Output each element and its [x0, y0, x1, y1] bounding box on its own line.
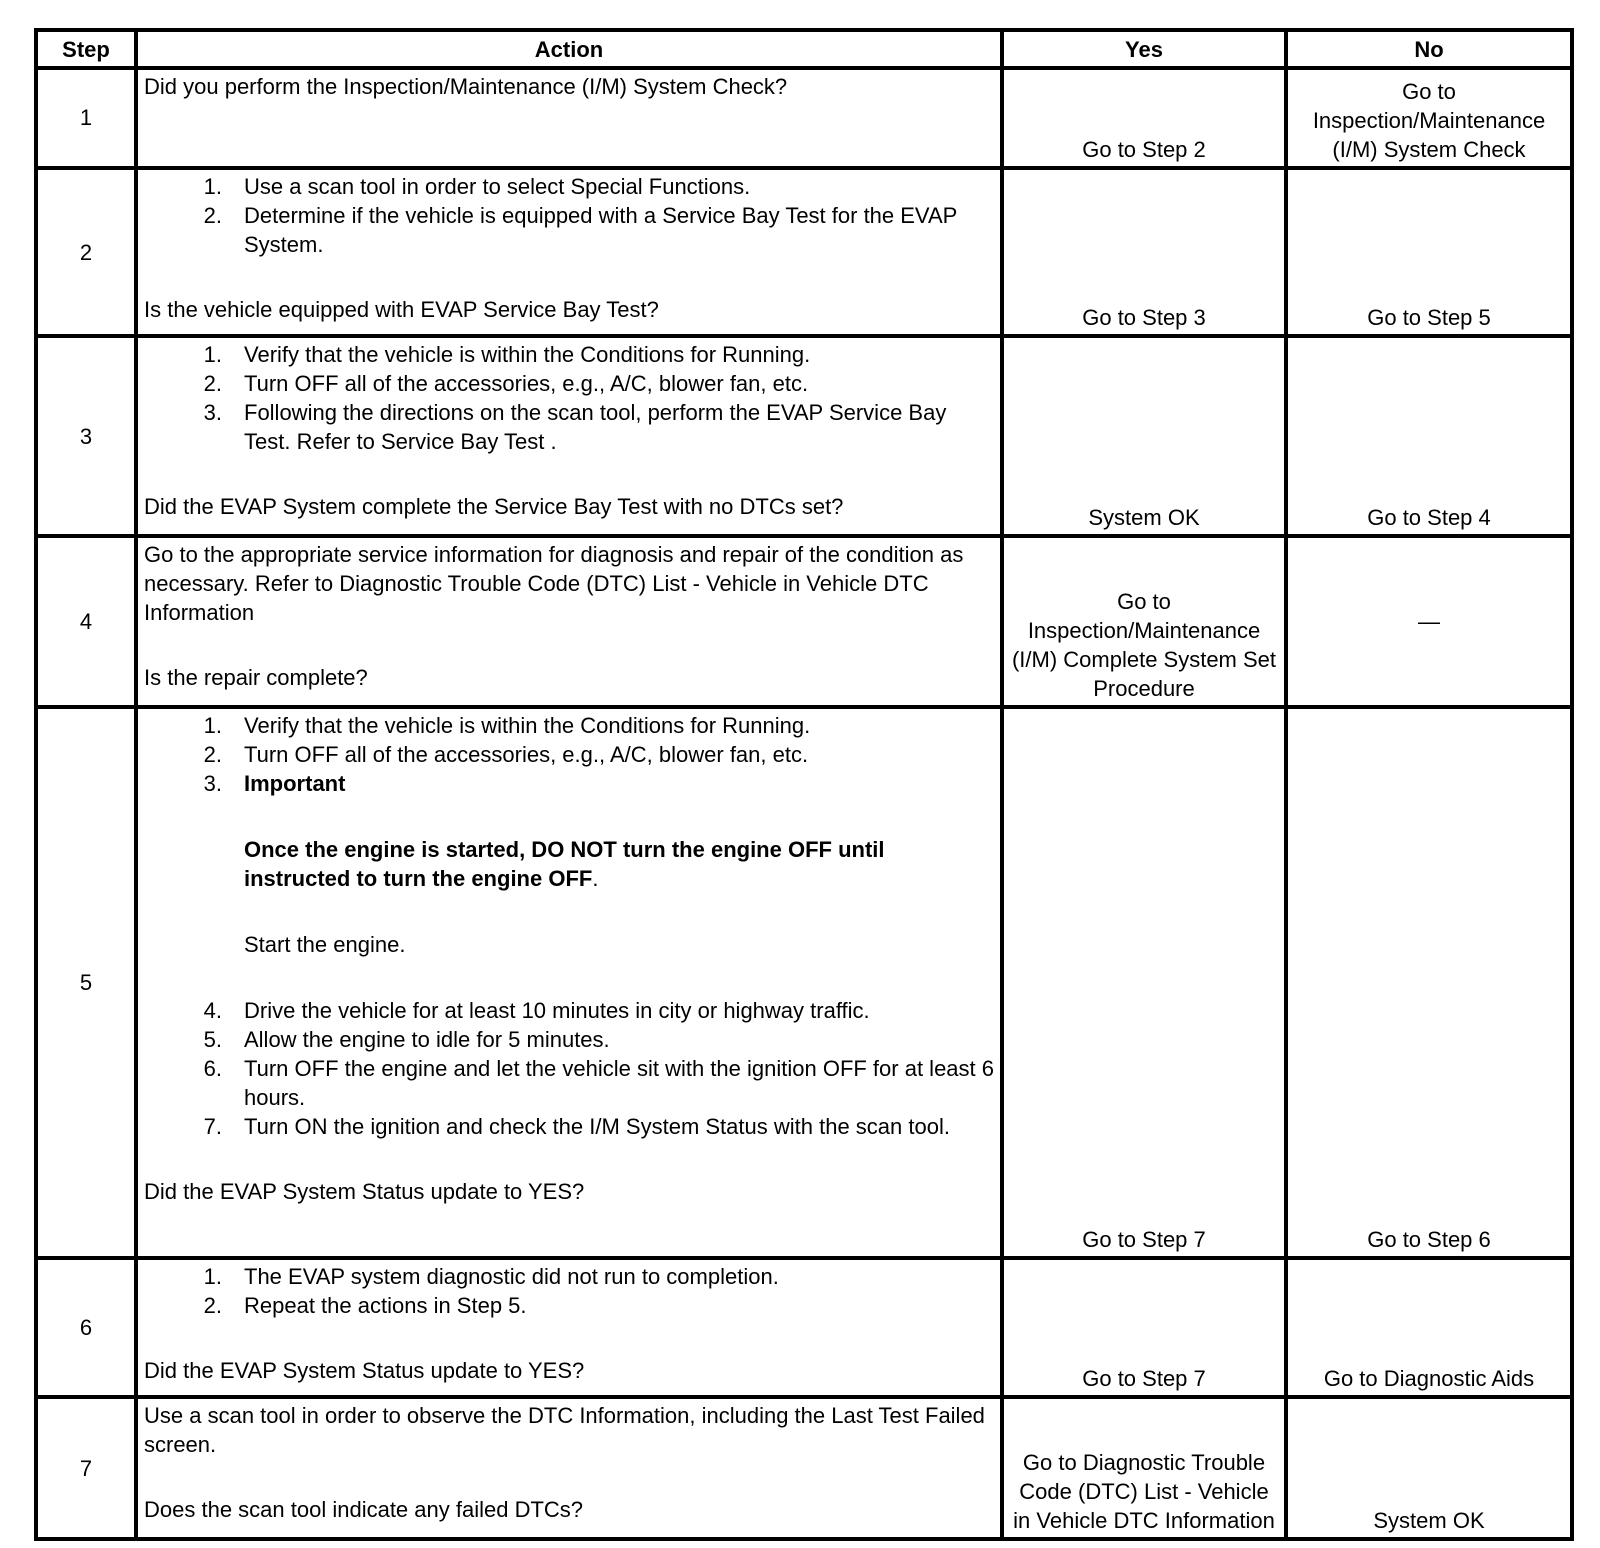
action-cell — [136, 1397, 1002, 1539]
list-item — [144, 711, 994, 740]
list-item — [144, 1291, 994, 1320]
step-number: 7 — [36, 1397, 136, 1539]
table-row — [36, 168, 1572, 337]
item-text: The EVAP system diagnostic did not run to completion. — [244, 1264, 779, 1290]
header-no: No — [1286, 30, 1572, 68]
list-item — [144, 1112, 994, 1141]
action-cell — [136, 168, 1002, 337]
yes-cell: Go to Step 7 — [1002, 707, 1286, 1258]
no-cell: Go to Step 6 — [1286, 707, 1572, 1258]
item-number: 1. — [203, 173, 222, 199]
item-number: 2. — [203, 202, 222, 228]
item-number: 6. — [203, 1055, 222, 1081]
item-number: 1. — [203, 712, 222, 738]
diagnostic-table — [34, 28, 1574, 1541]
item-text: Turn OFF all of the accessories, e.g., A/C, blower fan, etc. — [244, 741, 809, 767]
item-number: 3. — [203, 400, 222, 426]
no-cell: System OK — [1286, 1397, 1572, 1539]
yes-cell: Go to Inspection/Maintenance (I/M) Complete System Set Procedure — [1002, 536, 1286, 707]
step-number: 2 — [36, 168, 136, 337]
question-text: Does the scan tool indicate any failed DTCs? — [144, 1497, 584, 1523]
spacer — [144, 259, 994, 295]
table-row — [36, 1397, 1572, 1539]
list-item — [144, 769, 994, 798]
table-row — [36, 536, 1572, 707]
step-number: 3 — [36, 336, 136, 536]
action-list — [144, 340, 994, 456]
item-text: Use a scan tool in order to select Special Functions. — [244, 173, 751, 199]
table-row — [36, 68, 1572, 168]
yes-cell: Go to Step 7 — [1002, 1258, 1286, 1397]
question-text: Did the EVAP System complete the Service Bay Test with no DTCs set? — [144, 494, 844, 520]
list-item — [144, 1054, 994, 1112]
item-text: Drive the vehicle for at least 10 minutes in city or highway traffic. — [244, 997, 870, 1023]
step-number: 6 — [36, 1258, 136, 1397]
table-row — [36, 1258, 1572, 1397]
item-text: Repeat the actions in Step 5. — [244, 1293, 527, 1319]
item-number: 1. — [203, 1264, 222, 1290]
no-cell: Go to Step 4 — [1286, 336, 1572, 536]
item-text: Determine if the vehicle is equipped with a Service Bay Test for the EVAP System. — [244, 202, 957, 257]
question-text: Did the EVAP System Status update to YES? — [144, 1358, 585, 1384]
yes-cell: Go to Step 2 — [1002, 68, 1286, 168]
list-item — [144, 369, 994, 398]
list-item — [144, 172, 994, 201]
item-text: Allow the engine to idle for 5 minutes. — [244, 1026, 610, 1052]
action-list — [144, 172, 994, 259]
question-text: Is the repair complete? — [144, 665, 368, 691]
spacer — [144, 1141, 994, 1177]
header-yes: Yes — [1002, 30, 1286, 68]
spacer — [144, 627, 994, 663]
list-item — [144, 201, 994, 259]
item-number: 7. — [203, 1113, 222, 1139]
action-cell — [136, 68, 1002, 168]
step-number: 1 — [36, 68, 136, 168]
list-item — [144, 1025, 994, 1054]
important-text: Once the engine is started, DO NOT turn the engine OFF until instructed to turn the engine OFF — [244, 836, 885, 891]
item-number: 2. — [203, 1293, 222, 1319]
no-cell: Go to Inspection/Maintenance (I/M) System Check — [1286, 68, 1572, 168]
item-text: Turn OFF all of the accessories, e.g., A/C, blower fan, etc. — [244, 371, 809, 397]
item-text: Turn OFF the engine and let the vehicle sit with the ignition OFF for at least 6 hours. — [244, 1055, 994, 1110]
item-text: Verify that the vehicle is within the Conditions for Running. — [244, 712, 811, 738]
list-item — [144, 996, 994, 1025]
list-item — [144, 398, 994, 456]
item-number: 3. — [203, 770, 222, 796]
action-text: Go to the appropriate service information for diagnosis and repair of the condition as necessary. Refer to Diagnostic Trouble Code (DTC) List - Vehicle in Vehicle DTC Information — [144, 542, 964, 626]
step-number: 5 — [36, 707, 136, 1258]
item-text: Verify that the vehicle is within the Conditions for Running. — [244, 342, 811, 368]
action-cell — [136, 1258, 1002, 1397]
question-text: Did the EVAP System Status update to YES? — [144, 1178, 585, 1204]
important-heading: Important — [244, 770, 346, 796]
item-text: Turn ON the ignition and check the I/M System Status with the scan tool. — [244, 1113, 950, 1139]
action-cell — [136, 536, 1002, 707]
question-text: Is the vehicle equipped with EVAP Service Bay Test? — [144, 296, 659, 322]
start-block — [144, 893, 994, 959]
action-list — [144, 711, 994, 1141]
no-cell: Go to Step 5 — [1286, 168, 1572, 337]
spacer — [144, 1320, 994, 1356]
item-text: Following the directions on the scan tool, perform the EVAP Service Bay Test. Refer to Service Bay Test . — [244, 400, 947, 455]
table-header-row — [36, 30, 1572, 68]
item-number: 5. — [203, 1026, 222, 1052]
yes-cell: Go to Step 3 — [1002, 168, 1286, 337]
list-item — [144, 740, 994, 769]
important-period: . — [592, 865, 599, 891]
action-cell — [136, 707, 1002, 1258]
important-block — [144, 798, 994, 893]
header-step: Step — [36, 30, 136, 68]
item-number: 2. — [203, 741, 222, 767]
yes-cell: System OK — [1002, 336, 1286, 536]
action-list — [144, 1262, 994, 1320]
table-row — [36, 707, 1572, 1258]
yes-cell: Go to Diagnostic Trouble Code (DTC) List - Vehicle in Vehicle DTC Information — [1002, 1397, 1286, 1539]
list-item — [144, 1262, 994, 1291]
question-text: Did you perform the Inspection/Maintenance (I/M) System Check? — [144, 74, 788, 99]
item-number: 4. — [203, 997, 222, 1023]
no-cell: — — [1286, 536, 1572, 707]
header-action: Action — [136, 30, 1002, 68]
no-cell: Go to Diagnostic Aids — [1286, 1258, 1572, 1397]
spacer — [144, 1459, 994, 1495]
spacer — [144, 456, 994, 492]
action-cell — [136, 336, 1002, 536]
list-item — [144, 340, 994, 369]
step-number: 4 — [36, 536, 136, 707]
item-number: 2. — [203, 371, 222, 397]
item-number: 1. — [203, 342, 222, 368]
action-text: Use a scan tool in order to observe the DTC Information, including the Last Test Failed screen. — [144, 1403, 985, 1458]
start-engine-text: Start the engine. — [244, 931, 406, 957]
table-row — [36, 336, 1572, 536]
